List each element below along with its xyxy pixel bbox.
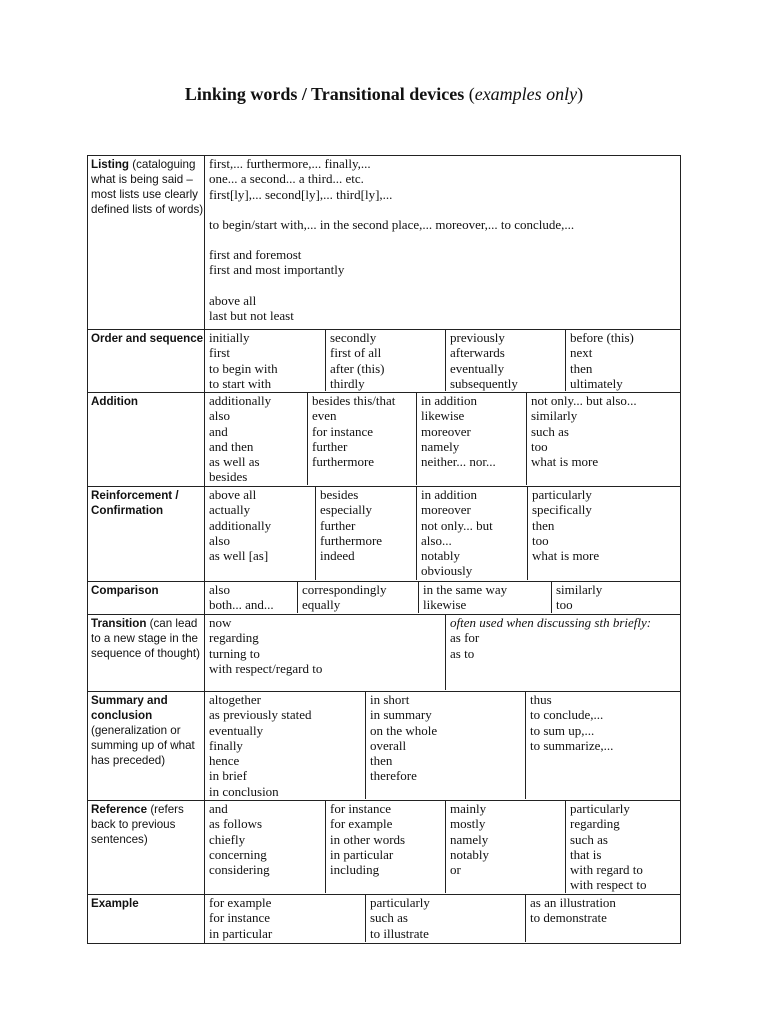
example-phrase: for example	[330, 816, 393, 832]
example-phrase: likewise	[421, 408, 465, 424]
example-phrase: too	[556, 597, 573, 613]
example-column	[205, 582, 297, 613]
example-phrase: now	[209, 615, 232, 630]
row-label-addition	[88, 393, 205, 487]
example-phrase: also	[209, 408, 230, 424]
example-phrase: similarly	[531, 408, 578, 424]
example-phrase: in conclusion	[209, 783, 279, 799]
row-heading: Transition	[91, 617, 147, 630]
row-listing	[88, 156, 681, 330]
example-phrase: likewise	[423, 597, 467, 613]
example-phrase: before (this)	[570, 330, 634, 345]
row-order	[88, 330, 681, 393]
example-phrase: initially	[209, 330, 250, 345]
example-phrase: in particular	[209, 925, 273, 941]
row-summary	[88, 692, 681, 801]
example-column	[445, 801, 565, 893]
example-phrase: in addition	[421, 393, 477, 408]
example-phrase: neither... nor...	[421, 454, 496, 470]
example-phrase: and	[209, 801, 228, 816]
example-phrase: afterwards	[450, 345, 505, 361]
row-label-reference	[88, 801, 205, 895]
example-phrase: or	[450, 862, 461, 878]
example-phrase: to illustrate	[370, 925, 429, 941]
example-phrase: first,... furthermore,... finally,...	[209, 156, 371, 171]
example-phrase: specifically	[532, 502, 592, 518]
row-label-example	[88, 895, 205, 944]
example-phrase: then	[532, 517, 555, 533]
example-phrase: particularly	[370, 895, 430, 910]
column-note: often used when discussing sth briefly:	[450, 615, 652, 630]
example-column	[365, 895, 525, 942]
example-phrase: in addition	[421, 487, 477, 502]
example-phrase: and then	[209, 438, 254, 454]
row-label-reinforcement	[88, 487, 205, 582]
row-label-summary	[88, 692, 205, 801]
row-reinforcement	[88, 487, 681, 582]
example-phrase: first and most importantly	[209, 262, 345, 278]
example-column	[525, 692, 681, 799]
example-phrase: first	[209, 345, 230, 361]
example-phrase: to start with	[209, 375, 272, 391]
example-phrase: such as	[531, 423, 569, 439]
example-phrase: in summary	[370, 707, 432, 723]
example-phrase: obviously	[421, 563, 473, 579]
example-phrase: as well [as]	[209, 548, 269, 564]
example-phrase: also	[209, 532, 230, 548]
example-phrase: in other words	[330, 831, 406, 847]
example-phrase: similarly	[556, 582, 603, 597]
example-phrase: including	[330, 862, 380, 878]
row-examples-order	[205, 330, 681, 393]
example-column	[565, 330, 681, 391]
example-phrase: then	[370, 753, 393, 769]
example-phrase: in the same way	[423, 582, 508, 597]
example-phrase: eventually	[209, 722, 264, 738]
example-phrase: to begin/start with,... in the second place,... moreover,... to conclude,...	[209, 216, 575, 232]
example-column	[205, 156, 681, 328]
row-heading: Order and sequence	[91, 332, 204, 345]
example-phrase: first of all	[330, 345, 382, 361]
example-column	[205, 895, 365, 942]
example-phrase: what is more	[531, 454, 599, 470]
example-phrase: mostly	[450, 816, 486, 832]
row-description: (can lead to a new stage in the sequence of thought)	[91, 617, 200, 660]
row-examples-listing	[205, 156, 681, 330]
example-phrase: what is more	[532, 548, 600, 564]
row-heading: Addition	[91, 395, 139, 408]
example-phrase: furthermore	[320, 532, 383, 548]
example-phrase: that is	[570, 846, 602, 862]
row-label-order	[88, 330, 205, 393]
example-phrase: and	[209, 423, 228, 439]
example-phrase: such as	[570, 831, 608, 847]
example-phrase: additionally	[209, 517, 272, 533]
example-phrase: besides	[320, 487, 359, 502]
example-phrase: also...	[421, 532, 452, 548]
example-phrase: moreover	[421, 423, 471, 439]
example-phrase: first[ly],... second[ly],... third[ly],...	[209, 186, 393, 202]
example-phrase: for instance	[312, 423, 374, 439]
example-column	[307, 393, 416, 485]
example-phrase: last but not least	[209, 308, 294, 324]
example-column	[525, 895, 681, 942]
example-phrase: as for	[450, 630, 480, 646]
example-phrase: to summarize,...	[530, 737, 614, 753]
row-heading: Reinforcement / Confirmation	[91, 489, 179, 517]
example-phrase: actually	[209, 502, 251, 518]
row-examples-comparison	[205, 582, 681, 615]
title-subtitle: examples only	[474, 84, 578, 104]
example-phrase: then	[570, 360, 593, 376]
example-phrase: indeed	[320, 548, 355, 564]
row-description: (cataloguing what is being said – most lists use clearly defined lists of words)	[91, 158, 204, 216]
example-phrase: as an illustration	[530, 895, 616, 910]
example-column	[325, 330, 445, 391]
row-examples-example	[205, 895, 681, 944]
row-heading: Example	[91, 897, 139, 910]
row-heading: Listing	[91, 158, 129, 171]
example-phrase: furthermore	[312, 454, 375, 470]
example-phrase: subsequently	[450, 375, 518, 391]
example-phrase: turning to	[209, 645, 260, 661]
example-phrase: overall	[370, 737, 407, 753]
example-column	[205, 330, 325, 391]
example-column	[297, 582, 418, 613]
example-phrase: both... and...	[209, 597, 274, 613]
example-phrase: after (this)	[330, 360, 385, 376]
example-phrase: with respect/regard to	[209, 660, 323, 676]
example-phrase: ultimately	[570, 375, 623, 391]
example-column	[205, 801, 325, 893]
example-column	[527, 487, 681, 580]
row-heading: Comparison	[91, 584, 159, 597]
row-examples-reinforcement	[205, 487, 681, 582]
example-column	[325, 801, 445, 893]
example-column	[445, 330, 565, 391]
example-phrase: chiefly	[209, 831, 246, 847]
example-phrase: even	[312, 408, 337, 424]
example-phrase: to begin with	[209, 360, 278, 376]
example-phrase: above all	[209, 487, 257, 502]
example-phrase: as well as	[209, 454, 260, 470]
example-phrase: namely	[421, 438, 460, 454]
example-phrase: too	[532, 532, 549, 548]
example-phrase: mainly	[450, 801, 487, 816]
example-phrase: thirdly	[330, 375, 365, 391]
example-column	[526, 393, 681, 485]
example-phrase: first and foremost	[209, 247, 302, 263]
example-phrase: finally	[209, 737, 243, 753]
example-phrase: not only... but also...	[531, 393, 637, 408]
example-phrase: above all	[209, 292, 257, 308]
row-examples-addition	[205, 393, 681, 487]
example-phrase: besides this/that	[312, 393, 396, 408]
example-phrase: eventually	[450, 360, 505, 376]
example-phrase: with respect to	[570, 877, 647, 893]
example-phrase: with regard to	[570, 862, 643, 878]
example-phrase: also	[209, 582, 230, 597]
example-column	[565, 801, 681, 893]
row-heading: Summary and conclusion	[91, 694, 168, 722]
example-phrase: correspondingly	[302, 582, 387, 597]
row-examples-transition	[205, 615, 681, 692]
example-phrase: to sum up,...	[530, 722, 595, 738]
example-phrase: as previously stated	[209, 707, 312, 723]
row-label-comparison	[88, 582, 205, 615]
page-title	[0, 84, 768, 105]
title-close-paren: )	[577, 84, 584, 104]
example-phrase: previously	[450, 330, 505, 345]
example-phrase: such as	[370, 910, 408, 926]
example-column	[365, 692, 525, 799]
example-phrase: in short	[370, 692, 410, 707]
example-phrase: further	[320, 517, 356, 533]
example-phrase: one... a second... a third... etc.	[209, 171, 364, 187]
row-examples-summary	[205, 692, 681, 801]
example-phrase: in brief	[209, 768, 247, 784]
example-phrase: besides	[209, 469, 248, 485]
example-phrase: too	[531, 438, 548, 454]
example-phrase: additionally	[209, 393, 272, 408]
example-phrase: next	[570, 345, 593, 361]
example-phrase: particularly	[532, 487, 592, 502]
row-description: (generalization or summing up of what has preceded)	[91, 724, 195, 767]
row-addition	[88, 393, 681, 487]
example-phrase: for example	[209, 895, 272, 910]
example-phrase: to conclude,...	[530, 707, 604, 723]
example-phrase: regarding	[570, 816, 620, 832]
example-column	[315, 487, 416, 580]
example-phrase: especially	[320, 502, 372, 518]
example-phrase: moreover	[421, 502, 471, 518]
example-phrase: as to	[450, 645, 475, 661]
example-column	[205, 393, 307, 485]
example-phrase: altogether	[209, 692, 261, 707]
example-phrase: to demonstrate	[530, 910, 607, 926]
example-phrase: notably	[450, 846, 489, 862]
example-phrase: for instance	[330, 801, 392, 816]
example-column	[416, 393, 526, 485]
example-column	[205, 487, 315, 580]
linking-words-table	[87, 155, 681, 944]
row-examples-reference	[205, 801, 681, 895]
example-column	[418, 582, 551, 613]
row-transition	[88, 615, 681, 692]
row-description: (refers back to previous sentences)	[91, 803, 184, 846]
example-phrase: hence	[209, 753, 240, 769]
example-column	[445, 615, 681, 690]
example-phrase: in particular	[330, 846, 394, 862]
row-comparison	[88, 582, 681, 615]
example-phrase: thus	[530, 692, 552, 707]
example-phrase: particularly	[570, 801, 630, 816]
example-phrase: further	[312, 438, 348, 454]
row-label-listing	[88, 156, 205, 330]
example-column	[205, 692, 365, 799]
example-phrase: equally	[302, 597, 341, 613]
example-phrase: secondly	[330, 330, 377, 345]
example-phrase: considering	[209, 862, 270, 878]
title-main: Linking words / Transitional devices	[184, 84, 465, 104]
row-example	[88, 895, 681, 944]
example-phrase: not only... but	[421, 517, 493, 533]
row-label-transition	[88, 615, 205, 692]
example-column	[205, 615, 445, 690]
example-phrase: as follows	[209, 816, 263, 832]
example-column	[551, 582, 681, 613]
row-reference	[88, 801, 681, 895]
example-phrase: namely	[450, 831, 489, 847]
example-phrase: concerning	[209, 846, 267, 862]
example-phrase: regarding	[209, 630, 259, 646]
example-phrase: for instance	[209, 910, 271, 926]
example-phrase: notably	[421, 548, 460, 564]
example-phrase: on the whole	[370, 722, 438, 738]
row-heading: Reference	[91, 803, 148, 816]
example-column	[416, 487, 527, 580]
example-phrase: therefore	[370, 768, 417, 784]
title-open-paren: (	[464, 84, 475, 104]
